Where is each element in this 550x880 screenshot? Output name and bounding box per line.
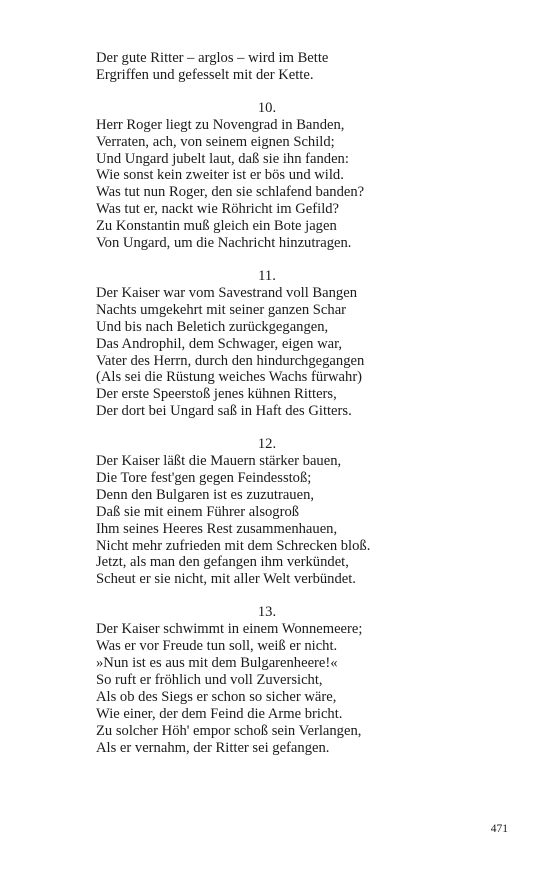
verse-line: Ihm seines Heeres Rest zusammenhauen, (96, 520, 338, 537)
stanza-number: 12. (257, 436, 277, 453)
verse-line: Der Kaiser läßt die Mauern stärker bauen, (96, 453, 342, 470)
verse-line: Daß sie mit einem Führer alsogroß (96, 503, 300, 520)
verse-line: Vater des Herrn, durch den hindurchgegangen (96, 352, 365, 369)
verse-line: Was er vor Freude tun soll, weiß er nicht. (96, 638, 338, 655)
verse-line: Der gute Ritter – arglos – wird im Bette (96, 50, 329, 66)
verse-line: Denn den Bulgaren ist es zuzutrauen, (96, 486, 315, 503)
poem-page (96, 50, 426, 756)
verse-line: (Als sei die Rüstung weiches Wachs fürwahr) (96, 369, 363, 386)
verse-line: Was tut nun Roger, den sie schlafend banden? (96, 184, 365, 201)
verse-line: Der Kaiser war vom Savestrand voll Bangen (96, 284, 357, 301)
verse-line: Der dort bei Ungard saß in Haft des Gitters. (96, 403, 352, 420)
stanza-number: 13. (257, 604, 277, 621)
verse-line: »Nun ist es aus mit dem Bulgarenheere!« (96, 655, 338, 671)
verse-line: Von Ungard, um die Nachricht hinzutragen. (96, 235, 352, 252)
page-number: 471 (490, 823, 508, 835)
opening-lines (96, 50, 426, 84)
verse-line: Und Ungard jubelt laut, daß sie ihn fanden: (96, 150, 349, 167)
verse-line: Die Tore fest'gen gegen Feindesstoß; (96, 469, 312, 486)
stanza-13 (96, 604, 426, 756)
stanza-10 (96, 100, 426, 252)
stanza-12 (96, 436, 426, 588)
verse-line: Ergriffen und gefesselt mit der Kette. (96, 66, 314, 83)
verse-line: Was tut er, nackt wie Röhricht im Gefild? (96, 201, 340, 218)
verse-line: Nicht mehr zufrieden mit dem Schrecken bloß. (96, 537, 371, 554)
stanza-number: 11. (258, 267, 276, 284)
verse-line: Wie einer, der dem Feind die Arme bricht. (96, 705, 343, 722)
verse-line: Zu Konstantin muß gleich ein Bote jagen (96, 218, 337, 235)
verse-line: Verraten, ach, von seinem eignen Schild; (96, 133, 335, 150)
verse-line: Der Kaiser schwimmt in einem Wonnemeere; (96, 621, 363, 638)
verse-line: Nachts umgekehrt mit seiner ganzen Schar (96, 301, 347, 318)
verse-line: Der erste Speerstoß jenes kühnen Ritters, (96, 386, 337, 403)
verse-line: Zu solcher Höh' empor schoß sein Verlangen, (96, 722, 362, 739)
verse-line: Scheut er sie nicht, mit aller Welt verbündet. (96, 571, 356, 588)
verse-line: Und bis nach Beletich zurückgegangen, (96, 318, 329, 335)
verse-line: Das Androphil, dem Schwager, eigen war, (96, 335, 343, 352)
verse-line: Als ob des Siegs er schon so sicher wäre, (96, 688, 337, 705)
stanza-11 (96, 268, 426, 420)
verse-line: Als er vernahm, der Ritter sei gefangen. (96, 739, 330, 756)
verse-line: So ruft er fröhlich und voll Zuversicht, (96, 671, 323, 688)
verse-line: Herr Roger liegt zu Novengrad in Banden, (96, 116, 345, 133)
verse-line: Jetzt, als man den gefangen ihm verkündet, (96, 554, 349, 571)
stanza-number: 10. (257, 99, 277, 116)
verse-line: Wie sonst kein zweiter ist er bös und wild. (96, 167, 344, 184)
